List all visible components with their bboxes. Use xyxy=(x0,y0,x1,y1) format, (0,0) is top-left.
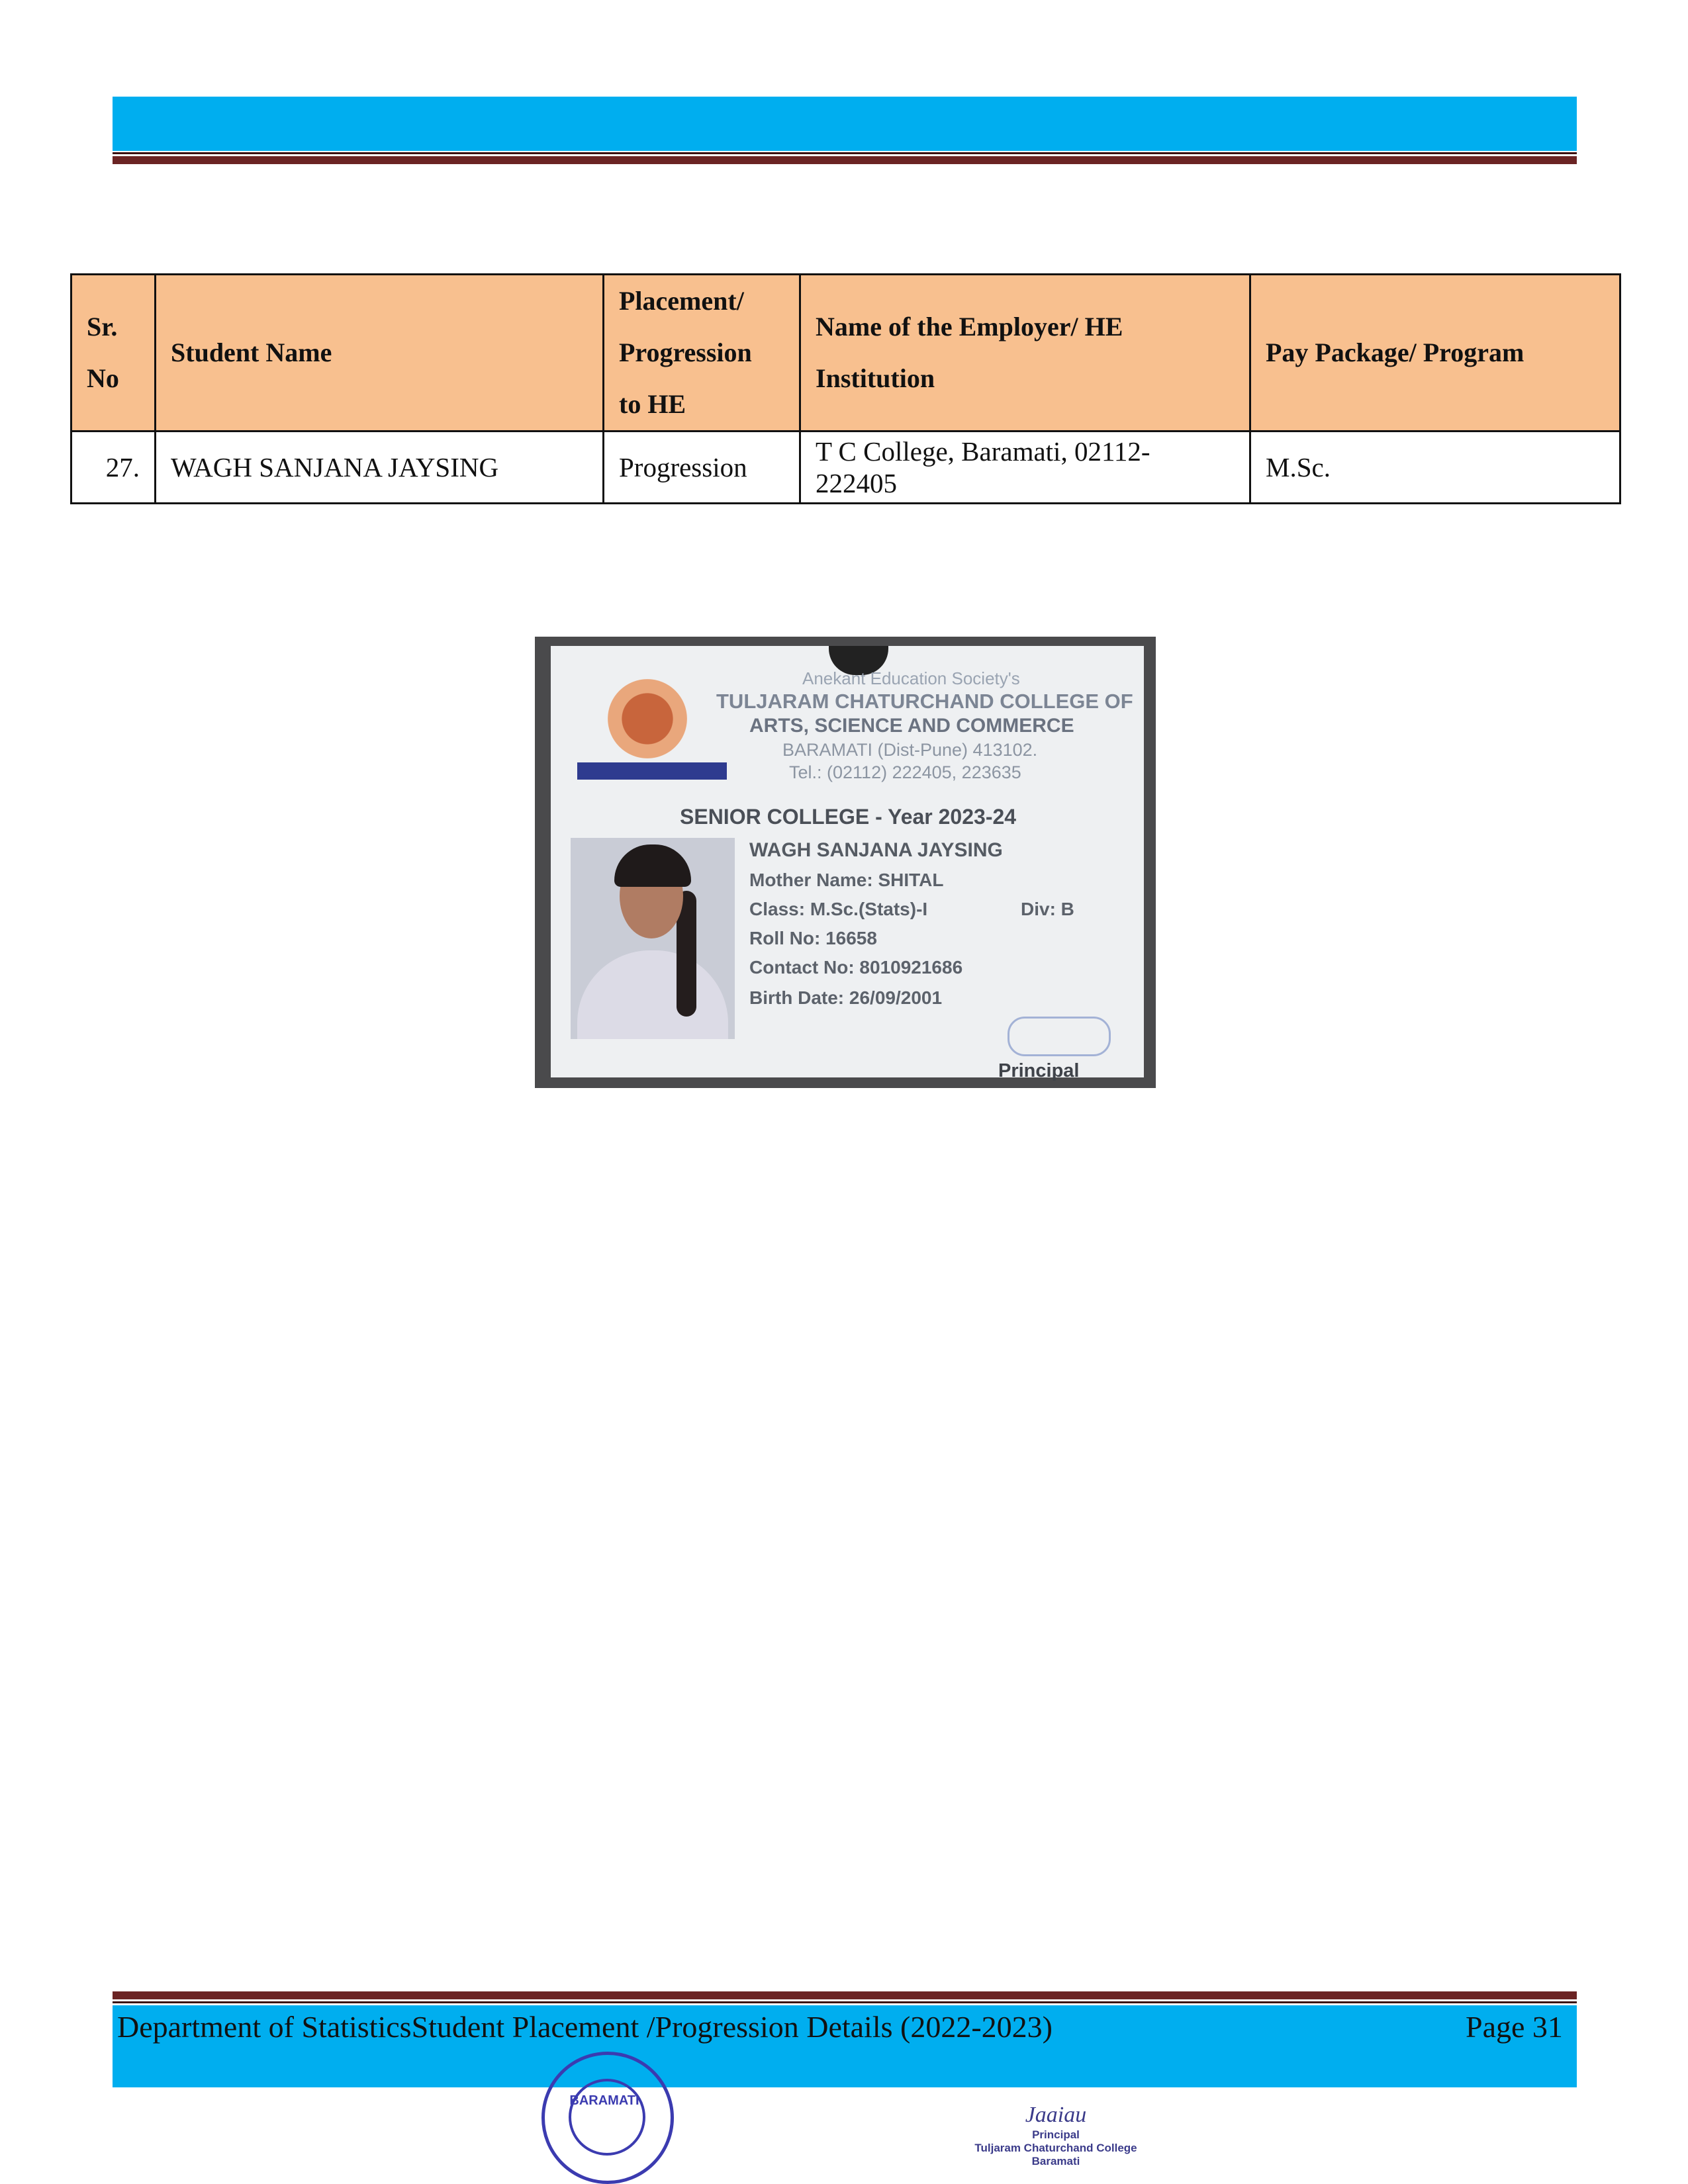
stamp-inner-ring xyxy=(569,2079,645,2156)
table-header-row xyxy=(71,275,1620,432)
cell-sr-no: 27. xyxy=(71,432,156,504)
card-birth-date: Birth Date: 26/09/2001 xyxy=(749,987,943,1008)
card-class: Class: M.Sc.(Stats)-I xyxy=(749,899,928,919)
header-employer xyxy=(800,275,1250,432)
card-college-name: TULJARAM CHATURCHAND COLLEGE OF xyxy=(716,690,1133,713)
card-division: Div: B xyxy=(1021,899,1074,919)
card-student-name: WAGH SANJANA JAYSING xyxy=(749,839,1003,861)
student-id-card-photo xyxy=(535,637,1156,1088)
header-placement-line2: Progression xyxy=(619,338,752,367)
card-college-streams: ARTS, SCIENCE AND COMMERCE xyxy=(749,715,1074,737)
cell-employer xyxy=(800,432,1250,504)
header-employer-line2: Institution xyxy=(816,363,935,393)
footer-title: Department of StatisticsStudent Placement /Progression Details (2022-2023) xyxy=(117,2010,1053,2044)
header-rule-thick xyxy=(113,156,1577,164)
college-logo-banner xyxy=(577,762,727,780)
footer-rule-thick xyxy=(113,1991,1577,1999)
cell-pay-package: M.Sc. xyxy=(1250,432,1620,504)
signature-title: Principal xyxy=(1032,2128,1080,2141)
cell-employer-line2: 222405 xyxy=(816,468,897,498)
principal-signature xyxy=(953,2102,1158,2168)
header-employer-line1: Name of the Employer/ HE xyxy=(816,312,1123,341)
page-number: Page 31 xyxy=(1466,2010,1563,2044)
header-placement xyxy=(604,275,800,432)
footer-rule xyxy=(113,2001,1577,2003)
header-rule xyxy=(113,152,1577,154)
header-sr-line1: Sr. xyxy=(87,312,118,341)
card-society: Anekant Education Society's xyxy=(802,668,1020,688)
photo-body xyxy=(577,950,728,1039)
card-telephone: Tel.: (02112) 222405, 223635 xyxy=(789,762,1021,782)
placement-table xyxy=(70,273,1621,504)
card-contact: Contact No: 8010921686 xyxy=(749,957,963,978)
card-seal-icon xyxy=(1008,1017,1111,1056)
header-sr-line2: No xyxy=(87,363,119,393)
header-pay-package: Pay Package/ Program xyxy=(1250,275,1620,432)
card-roll-no: Roll No: 16658 xyxy=(749,928,877,948)
cell-employer-line1: T C College, Baramati, 02112- xyxy=(816,436,1150,467)
header-sr-no xyxy=(71,275,156,432)
header-placement-line1: Placement/ xyxy=(619,286,744,316)
cell-student-name: WAGH SANJANA JAYSING xyxy=(156,432,604,504)
signature-college: Tuljaram Chaturchand College xyxy=(974,2142,1137,2154)
header-student-name: Student Name xyxy=(156,275,604,432)
card-mother-name: Mother Name: SHITAL xyxy=(749,870,944,890)
student-photo xyxy=(571,838,735,1039)
cell-placement: Progression xyxy=(604,432,800,504)
card-principal: Principal xyxy=(998,1060,1080,1081)
photo-hair xyxy=(614,844,691,887)
table-row xyxy=(71,432,1620,504)
header-placement-line3: to HE xyxy=(619,389,686,419)
header-band xyxy=(113,97,1577,151)
card-year: SENIOR COLLEGE - Year 2023-24 xyxy=(680,805,1017,829)
college-stamp-icon xyxy=(541,2052,674,2184)
id-card xyxy=(551,646,1144,1081)
college-logo-icon xyxy=(608,679,687,758)
signature-city: Baramati xyxy=(1031,2155,1080,2167)
stamp-text: BARAMATI xyxy=(569,2093,639,2108)
signature-icon: Jaaiau xyxy=(1025,2103,1087,2127)
card-address: BARAMATI (Dist-Pune) 413102. xyxy=(782,740,1038,760)
